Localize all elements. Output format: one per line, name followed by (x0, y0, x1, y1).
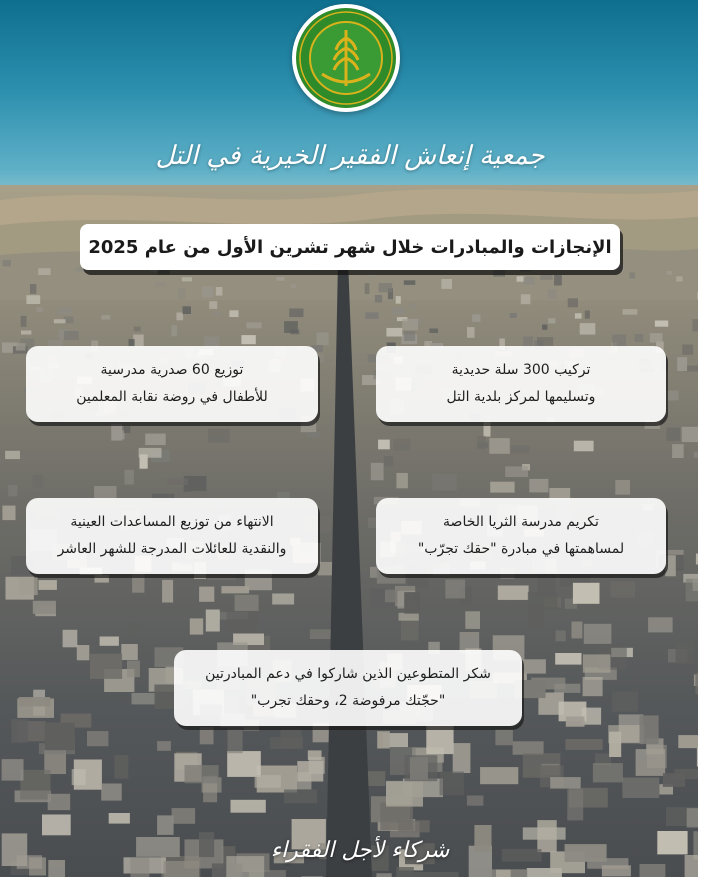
building-block (609, 732, 621, 757)
building-block (648, 617, 673, 632)
building-block (121, 644, 138, 660)
building-block (111, 424, 122, 441)
building-block (272, 594, 294, 605)
building-block (37, 307, 43, 312)
building-block (426, 726, 453, 755)
building-block (583, 677, 603, 696)
building-block (495, 729, 513, 745)
building-block (318, 354, 324, 363)
building-block (505, 466, 528, 477)
building-block (540, 274, 552, 280)
building-block (199, 832, 214, 857)
building-block (650, 333, 663, 343)
building-block (386, 328, 402, 337)
building-block (555, 653, 581, 665)
building-block (384, 456, 394, 466)
building-block (54, 319, 66, 323)
building-block (432, 474, 456, 491)
building-block (672, 444, 684, 458)
building-block (548, 318, 555, 323)
building-block (441, 279, 452, 289)
building-block (38, 268, 50, 275)
building-block (72, 769, 86, 785)
building-block (378, 440, 390, 450)
building-block (566, 717, 585, 727)
building-block (554, 275, 562, 286)
building-block (368, 272, 375, 276)
building-block (665, 555, 676, 576)
building-block (510, 313, 517, 318)
card-line: لمساهمتها في مبادرة "حقك تجرّب" (417, 541, 625, 557)
building-block (575, 313, 582, 318)
building-block (402, 319, 418, 330)
building-block (90, 654, 122, 679)
building-block (393, 439, 410, 451)
building-block (405, 755, 438, 781)
building-block (164, 861, 200, 877)
building-block (33, 601, 56, 614)
building-block (132, 693, 156, 704)
building-block (48, 860, 65, 877)
building-block (208, 429, 230, 443)
building-block (176, 313, 183, 321)
building-block (127, 661, 140, 678)
card-line: للأطفال في روضة نقابة المعلمين (76, 389, 268, 405)
building-block (392, 307, 405, 314)
right-edge-strip (698, 0, 704, 877)
building-block (396, 296, 401, 304)
organization-calligraphy: جمعية إنعاش الفقير الخيرية في التل (155, 141, 545, 171)
achievement-card (376, 346, 666, 422)
building-block (550, 777, 581, 789)
card-line: تركيب 300 سلة حديدية (451, 362, 591, 378)
building-block (404, 331, 415, 341)
building-block (629, 272, 635, 278)
building-block (493, 270, 505, 276)
card-line: توزيع 60 صدرية مدرسية (100, 362, 244, 378)
building-block (635, 334, 644, 342)
building-block (134, 327, 141, 332)
building-block (87, 731, 108, 746)
building-block (537, 337, 553, 346)
footer-signature: شركاء لأجل الفقراء (270, 837, 450, 863)
building-block (157, 815, 174, 835)
building-block (101, 315, 110, 319)
building-block (310, 629, 332, 639)
building-block (480, 767, 518, 784)
building-block (677, 357, 687, 371)
building-block (127, 623, 139, 635)
building-block (622, 778, 659, 799)
building-block (365, 283, 370, 294)
building-block (132, 574, 144, 593)
thanks-card (174, 650, 522, 726)
achievement-card (26, 498, 318, 574)
building-block (167, 478, 188, 485)
building-block (77, 645, 90, 660)
card-line: "حجّتك مرفوضة 2، وحقك تجرب" (250, 693, 446, 709)
building-block (16, 343, 26, 350)
building-block (676, 641, 695, 664)
main-road (326, 260, 372, 877)
building-block (130, 858, 149, 877)
building-block (657, 831, 687, 854)
building-block (8, 485, 17, 497)
building-block (489, 438, 510, 454)
building-block (64, 331, 79, 340)
building-block (155, 282, 166, 286)
building-block (640, 864, 666, 877)
building-block (48, 340, 63, 346)
building-block (229, 310, 238, 317)
building-block (502, 849, 542, 862)
building-block (136, 837, 180, 857)
building-block (666, 428, 680, 441)
building-block (214, 311, 220, 316)
building-block (529, 479, 548, 493)
card-line: تكريم مدرسة الثريا الخاصة (443, 514, 599, 530)
building-block (537, 575, 555, 595)
building-block (221, 586, 249, 593)
building-block (474, 825, 491, 852)
card-line: الانتهاء من توزيع المساعدات العينية (70, 514, 274, 530)
building-block (109, 813, 130, 824)
building-block (477, 436, 486, 449)
building-block (472, 315, 480, 322)
building-block (101, 784, 122, 801)
building-block (276, 277, 284, 281)
building-block (247, 323, 262, 329)
achievement-card (376, 498, 666, 574)
building-block (206, 610, 220, 632)
building-block (63, 630, 78, 648)
building-block (95, 575, 109, 583)
building-block (523, 753, 561, 778)
building-block (39, 580, 57, 590)
building-block (226, 856, 264, 877)
building-block (399, 613, 419, 621)
building-block (365, 312, 378, 319)
card-line: والنقدية للعائلات المدرجة للشهر العاشر (57, 541, 287, 557)
building-block (467, 796, 484, 806)
building-block (520, 659, 546, 673)
building-block (377, 731, 390, 748)
building-block (12, 719, 28, 743)
building-block (284, 790, 317, 804)
building-block (231, 800, 266, 813)
achievement-card (26, 346, 318, 422)
building-block (593, 763, 623, 782)
building-block (490, 482, 514, 493)
building-block (445, 580, 465, 599)
building-block (228, 729, 243, 754)
building-block (396, 473, 408, 488)
building-block (209, 301, 217, 309)
building-block (663, 773, 685, 787)
building-block (565, 844, 607, 862)
building-block (367, 771, 385, 786)
building-block (57, 308, 72, 313)
building-block (401, 618, 419, 641)
building-block (3, 260, 11, 266)
building-block (567, 789, 583, 820)
building-block (496, 870, 511, 877)
building-block (291, 284, 296, 288)
building-block (199, 587, 214, 602)
building-block (114, 755, 128, 779)
building-block (404, 592, 420, 614)
building-block (171, 325, 177, 336)
building-block (556, 630, 566, 641)
building-block (611, 582, 636, 598)
building-block (284, 321, 298, 333)
building-block (185, 765, 219, 783)
building-block (19, 697, 50, 706)
building-block (566, 739, 603, 750)
building-block (521, 294, 531, 304)
building-block (178, 288, 186, 299)
building-block (467, 327, 475, 338)
building-block (19, 578, 37, 596)
building-block (465, 611, 480, 629)
building-block (30, 284, 36, 294)
building-block (289, 309, 303, 318)
building-block (572, 622, 583, 639)
building-block (2, 506, 15, 520)
building-block (655, 321, 668, 327)
building-block (172, 808, 196, 824)
building-block (453, 743, 471, 773)
building-block (5, 451, 20, 459)
building-block (548, 289, 557, 299)
building-block (386, 781, 423, 807)
building-block (612, 335, 626, 347)
card-line: شكر المتطوعين الذين شاركوا في دعم المبادرتين (205, 666, 491, 682)
building-block (429, 329, 438, 334)
building-block (306, 432, 320, 437)
building-block (227, 611, 259, 633)
organization-logo (292, 4, 400, 112)
building-block (2, 759, 24, 781)
building-block (33, 475, 44, 489)
building-block (524, 277, 535, 285)
building-block (42, 815, 71, 836)
building-block (612, 691, 638, 711)
building-block (667, 271, 672, 275)
building-block (157, 741, 171, 751)
building-block (308, 750, 322, 760)
building-block (183, 306, 192, 314)
building-block (48, 794, 70, 810)
building-block (125, 470, 134, 485)
building-block (676, 276, 682, 281)
building-block (622, 309, 637, 315)
building-block (666, 391, 678, 401)
building-block (584, 624, 612, 644)
building-block (100, 637, 119, 646)
building-block (297, 761, 323, 781)
building-block (162, 580, 173, 603)
building-block (280, 726, 301, 748)
building-block (94, 486, 116, 499)
building-block (580, 323, 596, 335)
card-line: وتسليمها لمركز بلدية التل (446, 389, 596, 405)
building-block (124, 426, 131, 433)
building-block (182, 277, 192, 281)
building-block (528, 592, 558, 610)
building-block (202, 286, 213, 297)
building-block (26, 295, 40, 304)
building-block (200, 727, 214, 744)
building-block (640, 715, 659, 744)
page-title: الإنجازات والمبادرات خلال شهر تشرين الأول من عام 2025 (80, 224, 620, 270)
building-block (235, 595, 259, 611)
building-block (573, 583, 600, 604)
building-block (568, 298, 578, 307)
building-block (513, 741, 544, 754)
building-block (574, 441, 594, 452)
building-block (537, 820, 556, 852)
building-block (317, 333, 329, 346)
building-block (21, 316, 27, 327)
building-block (255, 775, 281, 788)
building-block (45, 723, 75, 751)
building-block (227, 751, 261, 777)
building-block (379, 283, 393, 292)
building-block (583, 654, 611, 672)
building-block (615, 480, 630, 495)
building-block (375, 295, 382, 302)
building-block (404, 280, 416, 285)
building-block (409, 304, 416, 309)
building-block (21, 331, 31, 335)
building-block (682, 345, 693, 355)
building-block (145, 434, 166, 446)
building-block (371, 463, 384, 481)
building-block (511, 446, 530, 454)
building-block (542, 325, 547, 330)
building-block (498, 586, 529, 600)
building-block (17, 855, 42, 869)
building-block (585, 311, 590, 319)
building-block (216, 287, 223, 296)
building-block (190, 618, 203, 634)
building-block (440, 772, 464, 796)
building-block (484, 422, 491, 437)
building-block (20, 770, 50, 800)
building-block (241, 335, 255, 344)
building-block (139, 448, 162, 458)
